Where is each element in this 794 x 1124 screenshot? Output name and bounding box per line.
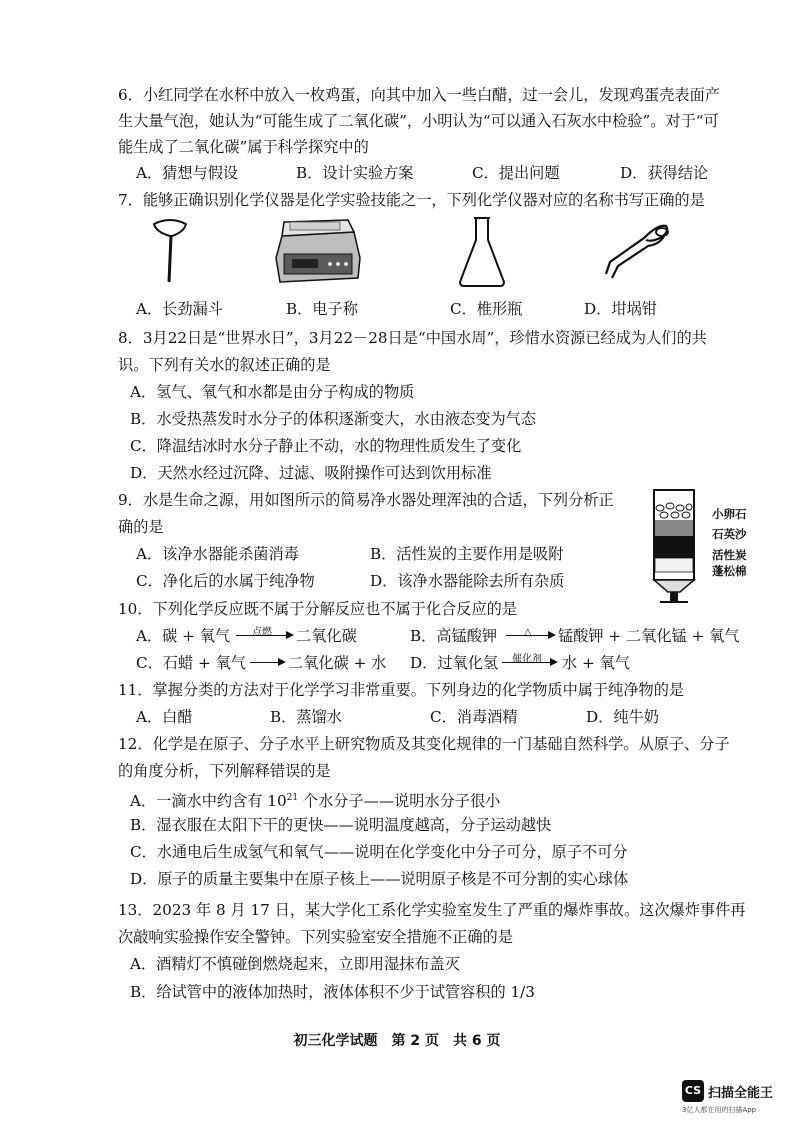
q12-option-a-pre: A．一滴水中约含有 10 — [130, 792, 287, 811]
q9-line1: 9．水是生命之源，用如图所示的简易净水器处理浑浊的合适，下列分析正 — [118, 491, 614, 509]
q11-option-d: D．纯牛奶 — [586, 708, 659, 726]
q10-option-b-products: 锰酸钾 + 二氧化锰 + 氧气 — [558, 627, 740, 645]
q8-option-d: D．天然水经过沉降、过滤、吸附操作可达到饮用标准 — [130, 464, 492, 482]
q8-line1: 8．3月22日是“世界水日”，3月22－28日是“中国水周”，珍惜水资源已经成为人们的共 — [118, 329, 707, 347]
q6-line3: 能生成了二氧化碳”属于科学探究中的 — [118, 138, 369, 156]
q12-option-a-exponent: 21 — [286, 793, 299, 803]
water-purifier-diagram — [650, 488, 708, 610]
q8-option-b: B．水受热蒸发时水分子的体积逐渐变大，水由液态变为气态 — [130, 410, 537, 428]
q10-option-a-reactants: A．碳 + 氧气 — [136, 627, 231, 645]
q12-option-a-post: 个水分子——说明水分子很小 — [298, 792, 501, 811]
long-neck-funnel-icon — [150, 218, 190, 286]
q7-option-c: C．椎形瓶 — [450, 300, 523, 318]
q10-option-b-condition: △ — [524, 627, 532, 638]
q11-option-a: A．白醋 — [136, 708, 193, 726]
q9-option-d: D．该净水器能除去所有杂质 — [370, 572, 565, 590]
q8-option-c: C．降温结冰时水分子静止不动，水的物理性质发生了变化 — [130, 437, 522, 455]
q9-label-cotton: 蓬松棉 — [712, 564, 747, 578]
q10-option-d-arrow — [502, 654, 556, 665]
q9-option-c: C．净化后的水属于纯净物 — [136, 572, 315, 590]
q10-option-b-reactants: B．高锰酸钾 — [410, 627, 498, 645]
q11-option-b: B．蒸馏水 — [270, 708, 342, 726]
q9-option-a: A．该净水器能杀菌消毒 — [136, 545, 299, 563]
q8-line2: 识。下列有关水的叙述正确的是 — [118, 356, 331, 374]
q10-option-a-condition: 点燃 — [252, 627, 272, 638]
q13-option-a: A．酒精灯不慎碰倒燃烧起来，立即用湿抹布盖灭 — [130, 955, 460, 973]
q10-option-c-reactants: C．石蜡 + 氧气 — [136, 654, 246, 672]
crucible-tongs-icon — [600, 216, 672, 282]
q10-option-c-arrow — [250, 662, 284, 663]
q8-option-a: A．氢气、氧气和水都是由分子构成的物质 — [130, 383, 415, 401]
q10-option-b-arrow — [506, 627, 554, 638]
q12-line1: 12．化学是在原子、分子水平上研究物质及其变化规律的一门基础自然科学。从原子、分子 — [118, 735, 730, 753]
q6-line1: 6．小红同学在水杯中放入一枚鸡蛋，向其中加入一些白醋，过一会儿，发现鸡蛋壳表面产 — [118, 86, 720, 104]
q10-option-d-products: 水 + 氧气 — [562, 654, 630, 672]
q9-option-b: B．活性炭的主要作用是吸附 — [370, 545, 564, 563]
q12-line2: 的角度分析，下列解释错误的是 — [118, 762, 331, 780]
camscanner-tagline: 3亿人都在用的扫描App — [682, 1106, 757, 1114]
q6-option-c: C．提出问题 — [472, 164, 560, 182]
q9-label-pebbles: 小卵石 — [712, 507, 747, 521]
electronic-balance-icon — [274, 218, 362, 286]
q6-option-b: B．设计实验方案 — [296, 164, 414, 182]
q7-stem: 7．能够正确识别化学仪器是化学实验技能之一，下列化学仪器对应的名称书写正确的是 — [118, 191, 705, 209]
q12-option-b: B．湿衣服在太阳下干的更快——说明温度越高，分子运动越快 — [130, 816, 552, 834]
camscanner-logo-icon: CS — [682, 1080, 704, 1102]
camscanner-name: 扫描全能王 — [708, 1086, 774, 1101]
q10-option-d-reactants: D．过氧化氢 — [410, 654, 499, 672]
q10-stem: 10．下列化学反应既不属于分解反应也不属于化合反应的是 — [118, 600, 518, 618]
q6-option-d: D．获得结论 — [620, 164, 709, 182]
q13-option-b: B．给试管中的液体加热时，液体体积不少于试管容积的 1/3 — [130, 983, 535, 1001]
conical-flask-icon — [456, 216, 508, 288]
q9-label-activated-carbon: 活性炭 — [712, 548, 747, 562]
q12-option-d: D．原子的质量主要集中在原子核上——说明原子核是不可分割的实心球体 — [130, 870, 629, 888]
q10-option-a-products: 二氧化碳 — [296, 627, 357, 645]
q13-line2: 次敲响实验操作安全警钟。下列实验室安全措施不正确的是 — [118, 928, 513, 946]
q6-option-a: A．猜想与假设 — [136, 164, 239, 182]
q12-option-a — [130, 787, 754, 812]
q11-option-c: C．消毒酒精 — [430, 708, 518, 726]
q12-option-c: C．水通电后生成氢气和氧气——说明在化学变化中分子可分，原子不可分 — [130, 843, 628, 861]
q10-option-a-arrow — [236, 627, 292, 638]
q6-line2: 生大量气泡，她认为“可能生成了二氧化碳”，小明认为“可以通入石灰水中检验”。对于“可 — [118, 112, 719, 130]
q10-option-c-products: 二氧化碳 + 水 — [288, 654, 387, 672]
q11-stem: 11．掌握分类的方法对于化学学习非常重要。下列身边的化学物质中属于纯净物的是 — [118, 681, 685, 699]
q7-option-d: D．坩埚钳 — [584, 300, 657, 318]
q7-option-a: A．长劲漏斗 — [136, 300, 223, 318]
page-footer: 初三化学试题 第 2 页 共 6 页 — [293, 1033, 501, 1049]
q9-line2: 确的是 — [118, 518, 164, 536]
q9-label-quartz-sand: 石英沙 — [712, 527, 747, 541]
q10-option-d-condition: 催化剂 — [512, 654, 542, 665]
q13-line1: 13．2023 年 8 月 17 日，某大学化工系化学实验室发生了严重的爆炸事故。这次爆炸事件再 — [118, 901, 746, 919]
q7-option-b: B．电子称 — [286, 300, 358, 318]
